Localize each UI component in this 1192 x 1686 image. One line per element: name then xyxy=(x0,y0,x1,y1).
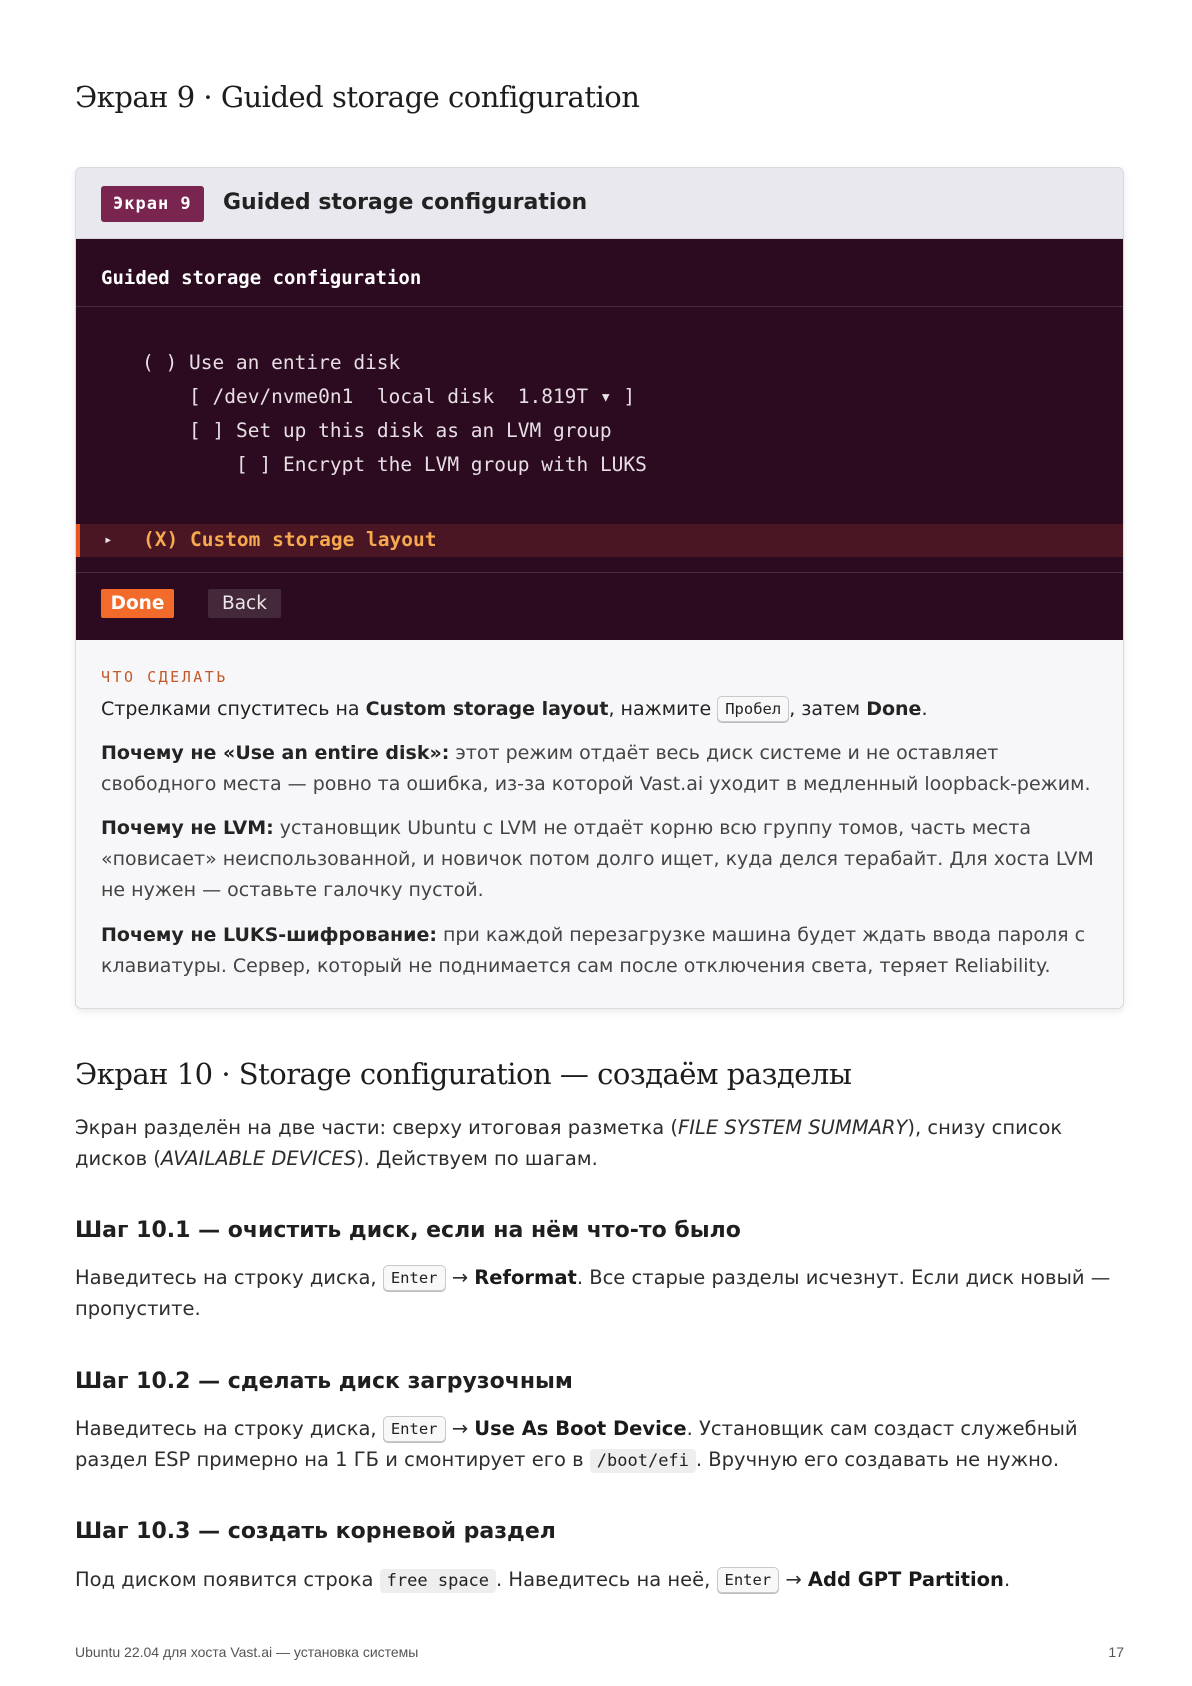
text: Наведитесь на строку диска, xyxy=(75,1266,383,1289)
text: Экран разделён на две части: сверху итоговая разметка ( xyxy=(75,1116,678,1139)
option-use-entire-disk[interactable]: ( ) Use an entire disk xyxy=(142,351,401,374)
reason-entire-disk xyxy=(101,738,1101,800)
instruction-text xyxy=(101,694,1101,725)
back-button[interactable]: Back xyxy=(208,589,281,618)
screen-badge: Экран 9 xyxy=(101,186,204,222)
italic-term: FILE SYSTEM SUMMARY xyxy=(678,1116,908,1139)
reason-title: Почему не «Use an entire disk»: xyxy=(101,742,450,764)
text: . Вручную его создавать не нужно. xyxy=(695,1448,1060,1471)
emphasis: Done xyxy=(866,698,922,720)
text: , затем xyxy=(789,698,867,720)
text: Под диском появится строка xyxy=(75,1568,380,1591)
divider xyxy=(76,306,1123,307)
text: . Все старые разделы исчезнут. Если диск новый — пропустите. xyxy=(75,1266,1111,1320)
inline-code: free space xyxy=(380,1569,496,1593)
enter-key: Enter xyxy=(383,1416,446,1442)
section-heading: Экран 10 · Storage configuration — создаём разделы xyxy=(75,1057,852,1091)
reason-text: установщик Ubuntu с LVM не отдаёт корню всю группу томов, часть места «повисает» неиспользованной, и новичок потом долго ищет, куда делся терабайт. Для хоста LVM не нужен — оставьте галочку пустой. xyxy=(101,817,1094,901)
text: ). Действуем по шагам. xyxy=(356,1147,598,1170)
disk-select-dropdown[interactable]: [ /dev/nvme0n1 local disk 1.819T ▾ ] xyxy=(189,385,636,408)
step-text xyxy=(75,1564,1125,1595)
footer-doc-title: Ubuntu 22.04 для хоста Vast.ai — установка системы xyxy=(75,1644,419,1660)
section-heading: Экран 9 · Guided storage configuration xyxy=(75,80,640,114)
enter-key: Enter xyxy=(383,1265,446,1291)
arrow-icon: → xyxy=(445,1266,475,1289)
enter-key: Enter xyxy=(717,1567,780,1593)
reason-title: Почему не LVM: xyxy=(101,817,274,839)
screen-card xyxy=(75,167,1124,1009)
reason-text: этот режим отдаёт весь диск системе и не оставляет свободного места — ровно та ошибка, из-за которой Vast.ai уходит в медленный loopback-режим. xyxy=(101,742,1091,795)
reason-text: при каждой перезагрузке машина будет ждать ввода пароля с клавиатуры. Сервер, который не поднимается сам после отключения света, теряет Reliability. xyxy=(101,924,1086,977)
step-title: Шаг 10.2 — сделать диск загрузочным xyxy=(75,1369,573,1394)
text: Наведитесь на строку диска, xyxy=(75,1417,383,1440)
space-key: Пробел xyxy=(717,696,789,722)
emphasis: Use As Boot Device xyxy=(474,1417,687,1440)
section-intro xyxy=(75,1112,1125,1174)
divider xyxy=(76,572,1123,573)
text: . Наведитесь на неё, xyxy=(496,1568,717,1591)
terminal-title: Guided storage configuration xyxy=(101,267,422,289)
card-title: Guided storage configuration xyxy=(223,190,588,215)
text: ), снизу список дисков ( xyxy=(75,1116,1063,1170)
todo-label: ЧТО СДЕЛАТЬ xyxy=(101,668,228,686)
step-text xyxy=(75,1413,1125,1475)
arrow-icon: → xyxy=(445,1417,475,1440)
card-header xyxy=(76,168,1123,239)
luks-checkbox[interactable]: [ ] Encrypt the LVM group with LUKS xyxy=(236,453,647,476)
lvm-checkbox[interactable]: [ ] Set up this disk as an LVM group xyxy=(189,419,612,442)
done-button[interactable]: Done xyxy=(101,589,174,618)
text: . Установщик сам создаст служебный раздел ESP примерно на 1 ГБ и смонтирует его в xyxy=(75,1417,1078,1471)
reason-lvm xyxy=(101,813,1101,906)
emphasis: Reformat xyxy=(474,1266,577,1289)
page-number: 17 xyxy=(1108,1644,1124,1660)
inline-code: /boot/efi xyxy=(590,1449,696,1473)
terminal-screen xyxy=(76,239,1123,640)
step-title: Шаг 10.1 — очистить диск, если на нём что-то было xyxy=(75,1218,741,1243)
text: Стрелками спуститесь на xyxy=(101,698,366,720)
italic-term: AVAILABLE DEVICES xyxy=(160,1147,357,1170)
arrow-icon: → xyxy=(779,1568,808,1591)
reason-title: Почему не LUKS-шифрование: xyxy=(101,924,437,946)
selection-arrow-icon: ▸ xyxy=(104,532,113,548)
text: . xyxy=(921,698,928,720)
emphasis: Add GPT Partition xyxy=(807,1568,1004,1591)
option-custom-storage-layout[interactable] xyxy=(76,524,1123,557)
emphasis: Custom storage layout xyxy=(365,698,609,720)
text: , нажмите xyxy=(608,698,718,720)
reason-luks xyxy=(101,920,1101,982)
step-title: Шаг 10.3 — создать корневой раздел xyxy=(75,1519,556,1544)
step-text xyxy=(75,1262,1125,1324)
selected-option-label: (X) Custom storage layout xyxy=(143,528,437,551)
text: . xyxy=(1003,1568,1011,1591)
